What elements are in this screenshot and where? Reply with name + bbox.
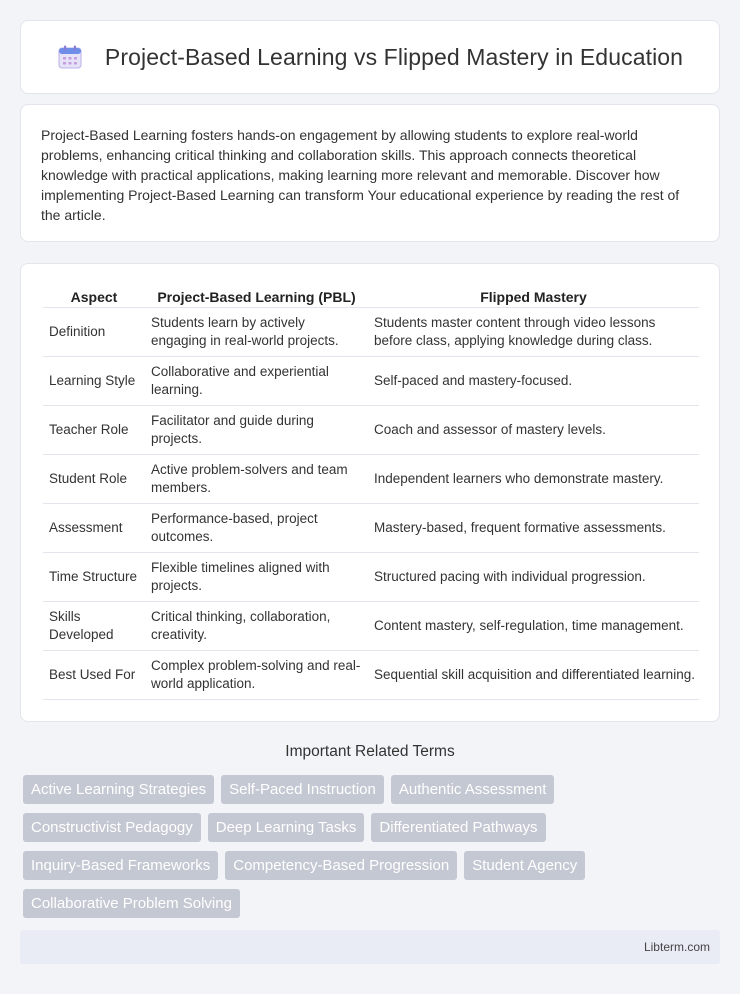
table-row	[43, 308, 699, 357]
header-flipped: Flipped Mastery	[368, 284, 699, 308]
row-aspect: Time Structure	[43, 553, 145, 602]
row-aspect: Definition	[43, 308, 145, 357]
table-row	[43, 651, 699, 700]
row-pbl: Performance-based, project outcomes.	[145, 504, 368, 553]
row-flipped: Mastery-based, frequent formative assessments.	[368, 504, 699, 553]
row-flipped: Sequential skill acquisition and differentiated learning.	[368, 651, 699, 700]
row-flipped: Content mastery, self-regulation, time management.	[368, 602, 699, 651]
table-row	[43, 455, 699, 504]
tag-self-paced-instruction[interactable]: Self-Paced Instruction	[221, 775, 384, 804]
row-flipped: Independent learners who demonstrate mastery.	[368, 455, 699, 504]
footer	[20, 930, 720, 964]
row-pbl: Students learn by actively engaging in real-world projects.	[145, 308, 368, 357]
related-terms-title: Important Related Terms	[285, 743, 455, 760]
tag-active-learning-strategies[interactable]: Active Learning Strategies	[23, 775, 214, 804]
comparison-table	[43, 284, 699, 700]
row-flipped: Coach and assessor of mastery levels.	[368, 406, 699, 455]
related-terms	[23, 775, 723, 927]
footer-brand[interactable]: Libterm.com	[643, 940, 710, 954]
tag-inquiry-based-frameworks[interactable]: Inquiry-Based Frameworks	[23, 851, 218, 880]
intro-text: Project-Based Learning fosters hands-on engagement by allowing students to explore real-world problems, enhancing critical thinking and collaboration skills. This approach connects theoretical knowledge with practical applications, making learning more relevant and memorable. Discover how implementing Project-Based Learning can transform Your educational experience by reading the rest of the article.	[41, 127, 680, 223]
table-row	[43, 602, 699, 651]
table-header-row	[43, 284, 699, 308]
row-pbl: Flexible timelines aligned with projects.	[145, 553, 368, 602]
row-aspect: Learning Style	[43, 357, 145, 406]
tag-row	[23, 851, 723, 880]
tag-row	[23, 889, 723, 918]
header-pbl: Project-Based Learning (PBL)	[145, 284, 368, 308]
row-pbl: Complex problem-solving and real-world application.	[145, 651, 368, 700]
intro-card	[20, 104, 720, 242]
row-pbl: Collaborative and experiential learning.	[145, 357, 368, 406]
row-aspect: Skills Developed	[43, 602, 145, 651]
tag-authentic-assessment[interactable]: Authentic Assessment	[391, 775, 555, 804]
row-flipped: Students master content through video lessons before class, applying knowledge during class.	[368, 308, 699, 357]
comparison-card	[20, 263, 720, 722]
page-title: Project-Based Learning vs Flipped Mastery in Education	[104, 43, 684, 70]
table-row	[43, 504, 699, 553]
row-aspect: Best Used For	[43, 651, 145, 700]
tag-collaborative-problem-solving[interactable]: Collaborative Problem Solving	[23, 889, 240, 918]
table-row	[43, 357, 699, 406]
row-aspect: Assessment	[43, 504, 145, 553]
row-pbl: Critical thinking, collaboration, creativity.	[145, 602, 368, 651]
tag-student-agency[interactable]: Student Agency	[464, 851, 585, 880]
row-flipped: Self-paced and mastery-focused.	[368, 357, 699, 406]
row-flipped: Structured pacing with individual progression.	[368, 553, 699, 602]
tag-deep-learning-tasks[interactable]: Deep Learning Tasks	[208, 813, 365, 842]
calendar-icon	[57, 44, 83, 70]
table-row	[43, 406, 699, 455]
tag-row	[23, 775, 723, 804]
row-aspect: Student Role	[43, 455, 145, 504]
row-pbl: Active problem-solvers and team members.	[145, 455, 368, 504]
tag-constructivist-pedagogy[interactable]: Constructivist Pedagogy	[23, 813, 201, 842]
tag-differentiated-pathways[interactable]: Differentiated Pathways	[371, 813, 545, 842]
tag-row	[23, 813, 723, 842]
tag-competency-based-progression[interactable]: Competency-Based Progression	[225, 851, 457, 880]
table-row	[43, 553, 699, 602]
title-card	[20, 20, 720, 94]
header-aspect: Aspect	[43, 284, 145, 308]
row-aspect: Teacher Role	[43, 406, 145, 455]
row-pbl: Facilitator and guide during projects.	[145, 406, 368, 455]
